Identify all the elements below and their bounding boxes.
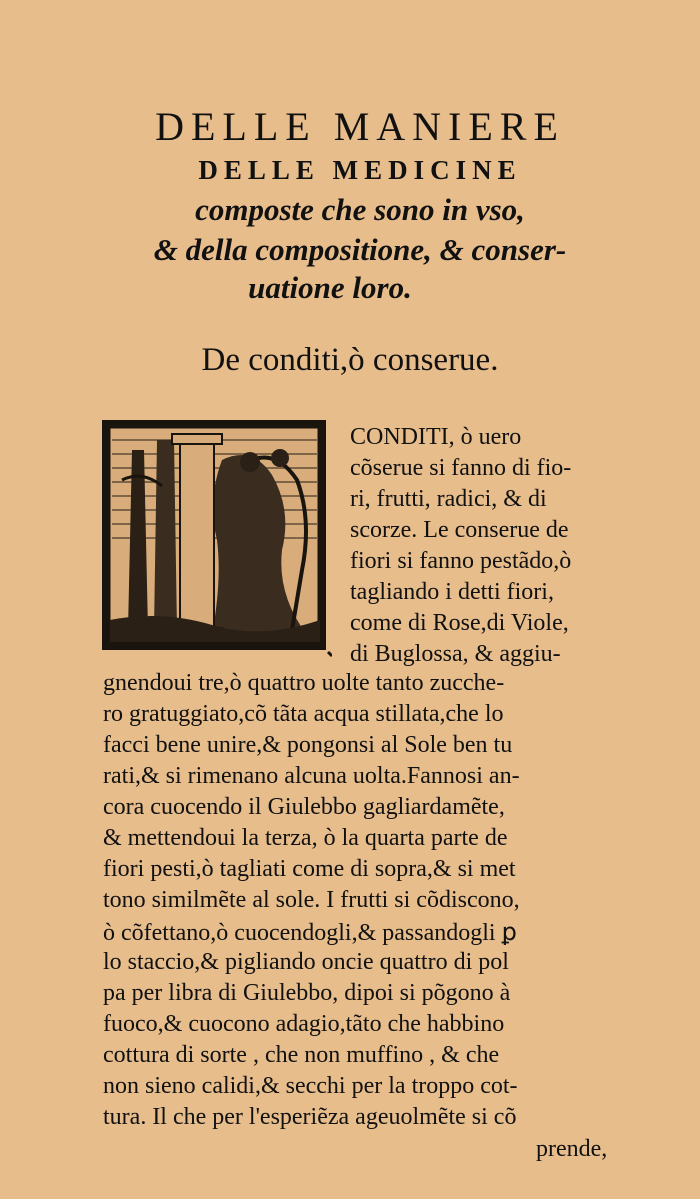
body-line: cõserue si fanno di fio-	[350, 455, 572, 481]
body-line: tagliando i detti fiori,	[350, 579, 554, 605]
title-line-1: DELLE MANIERE	[155, 104, 565, 149]
body-line: non sieno calidi,& secchi per la troppo cot-	[103, 1073, 518, 1099]
body-line: fiori si fanno pestãdo,ò	[350, 548, 572, 574]
body-line: tura. Il che per l'esperiẽza ageuolmẽte si cõ	[103, 1104, 517, 1130]
body-line: ri, frutti, radici, & di	[350, 486, 547, 512]
decorated-initial	[102, 420, 332, 660]
body-line: cora cuocendo il Giulebbo gagliardamẽte,	[103, 794, 505, 820]
body-line: lo staccio,& pigliando oncie quattro di pol	[103, 949, 509, 975]
body-line: cottura di sorte , che non muffino , & che	[103, 1042, 500, 1068]
catchword: prende,	[536, 1136, 608, 1162]
body-line: scorze. Le conserue de	[350, 517, 569, 543]
body-line: ò cõfettano,ò cuocendogli,& passandogli ꝑ	[103, 920, 517, 946]
body-line: fiori pesti,ò tagliati come di sopra,& si met	[103, 856, 516, 882]
body-line: pa per libra di Giulebbo, dipoi si põgono à	[103, 980, 511, 1006]
body-line: come di Rose,di Viole,	[350, 610, 569, 636]
body-line: ro gratuggiato,cõ tãta acqua stillata,che lo	[103, 701, 504, 727]
title-italic-3: uatione loro.	[248, 270, 412, 305]
body-line: fuoco,& cuocono adagio,tãto che habbino	[103, 1011, 505, 1037]
section-heading: De conditi,ò conserue.	[201, 342, 499, 378]
body-line: rati,& si rimenano alcuna uolta.Fannosi an-	[103, 763, 520, 789]
title-line-2: DELLE MEDICINE	[198, 155, 522, 185]
body-line: CONDITI, ò uero	[350, 424, 522, 450]
title-italic-2: & della compositione, & conser-	[153, 232, 567, 267]
body-line: tono similmẽte al sole. I frutti si cõdiscono,	[103, 887, 520, 913]
body-line: facci bene unire,& pongonsi al Sole ben tu	[103, 732, 513, 758]
body-line: gnendoui tre,ò quattro uolte tanto zucche-	[103, 670, 505, 696]
title-italic-1: composte che sono in vso,	[195, 192, 525, 227]
body-line: di Buglossa, & aggiu-	[350, 641, 561, 667]
body-line: & mettendoui la terza, ò la quarta parte de	[103, 825, 508, 851]
